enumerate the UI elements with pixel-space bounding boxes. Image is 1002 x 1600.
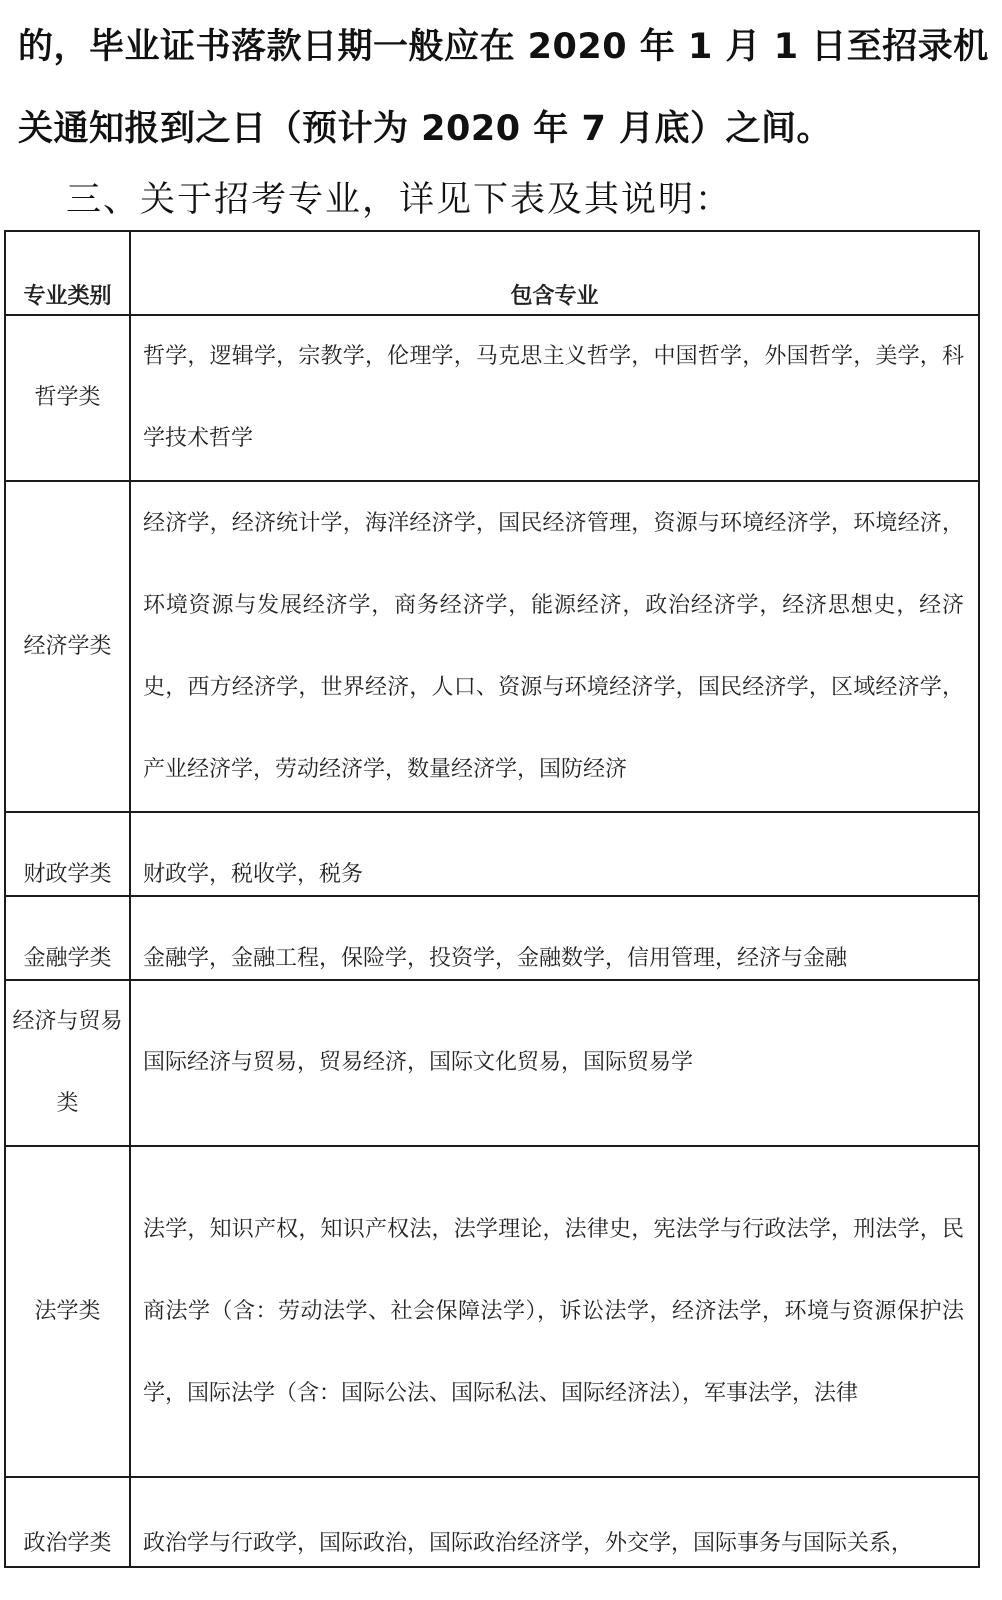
majors-cell: 国际经济与贸易，贸易经济，国际文化贸易，国际贸易学 (130, 980, 979, 1146)
majors-cell: 金融学，金融工程，保险学，投资学，金融数学，信用管理，经济与金融 (130, 896, 979, 980)
majors-cell: 财政学，税收学，税务 (130, 812, 979, 896)
table-header-row (5, 231, 979, 315)
category-cell: 经济与贸易类 (5, 980, 130, 1146)
intro-line-2: 关通知报到之日（预计为 2020 年 7 月底）之间。 (18, 109, 833, 149)
category-cell: 政治学类 (5, 1477, 130, 1567)
table-row (5, 481, 979, 812)
majors-cell: 哲学，逻辑学，宗教学，伦理学，马克思主义哲学，中国哲学，外国哲学，美学，科学技术哲学 (130, 315, 979, 481)
table-row (5, 1477, 979, 1567)
category-cell: 财政学类 (5, 812, 130, 896)
majors-cell: 经济学，经济统计学，海洋经济学，国民经济管理，资源与环境经济学，环境经济，环境资源与发展经济学，商务经济学，能源经济，政治经济学，经济思想史，经济史，西方经济学，世界经济，人口、资源与环境经济学，国民经济学，区域经济学，产业经济学，劳动经济学，数量经济学，国防经济 (130, 481, 979, 812)
table-row (5, 315, 979, 481)
table-row (5, 1146, 979, 1477)
category-cell: 经济学类 (5, 481, 130, 812)
category-cell: 法学类 (5, 1146, 130, 1477)
table-row (5, 980, 979, 1146)
majors-cell: 法学，知识产权，知识产权法，法学理论，法律史，宪法学与行政法学，刑法学，民商法学（含：劳动法学、社会保障法学），诉讼法学，经济法学，环境与资源保护法学，国际法学（含：国际公法、国际私法、国际经济法），军事法学，法律 (130, 1146, 979, 1477)
category-cell: 哲学类 (5, 315, 130, 481)
table-row (5, 896, 979, 980)
intro-line-1: 的，毕业证书落款日期一般应在 2020 年 1 月 1 日至招录机 (18, 27, 989, 67)
category-cell: 金融学类 (5, 896, 130, 980)
majors-cell: 政治学与行政学，国际政治，国际政治经济学，外交学，国际事务与国际关系， (130, 1477, 979, 1567)
header-majors: 包含专业 (130, 231, 979, 315)
majors-table-container (4, 230, 978, 1568)
intro-paragraph (18, 6, 988, 170)
table-row (5, 812, 979, 896)
majors-table (4, 230, 980, 1568)
header-category: 专业类别 (5, 231, 130, 315)
section-title: 三、关于招考专业，详见下表及其说明： (66, 180, 733, 220)
